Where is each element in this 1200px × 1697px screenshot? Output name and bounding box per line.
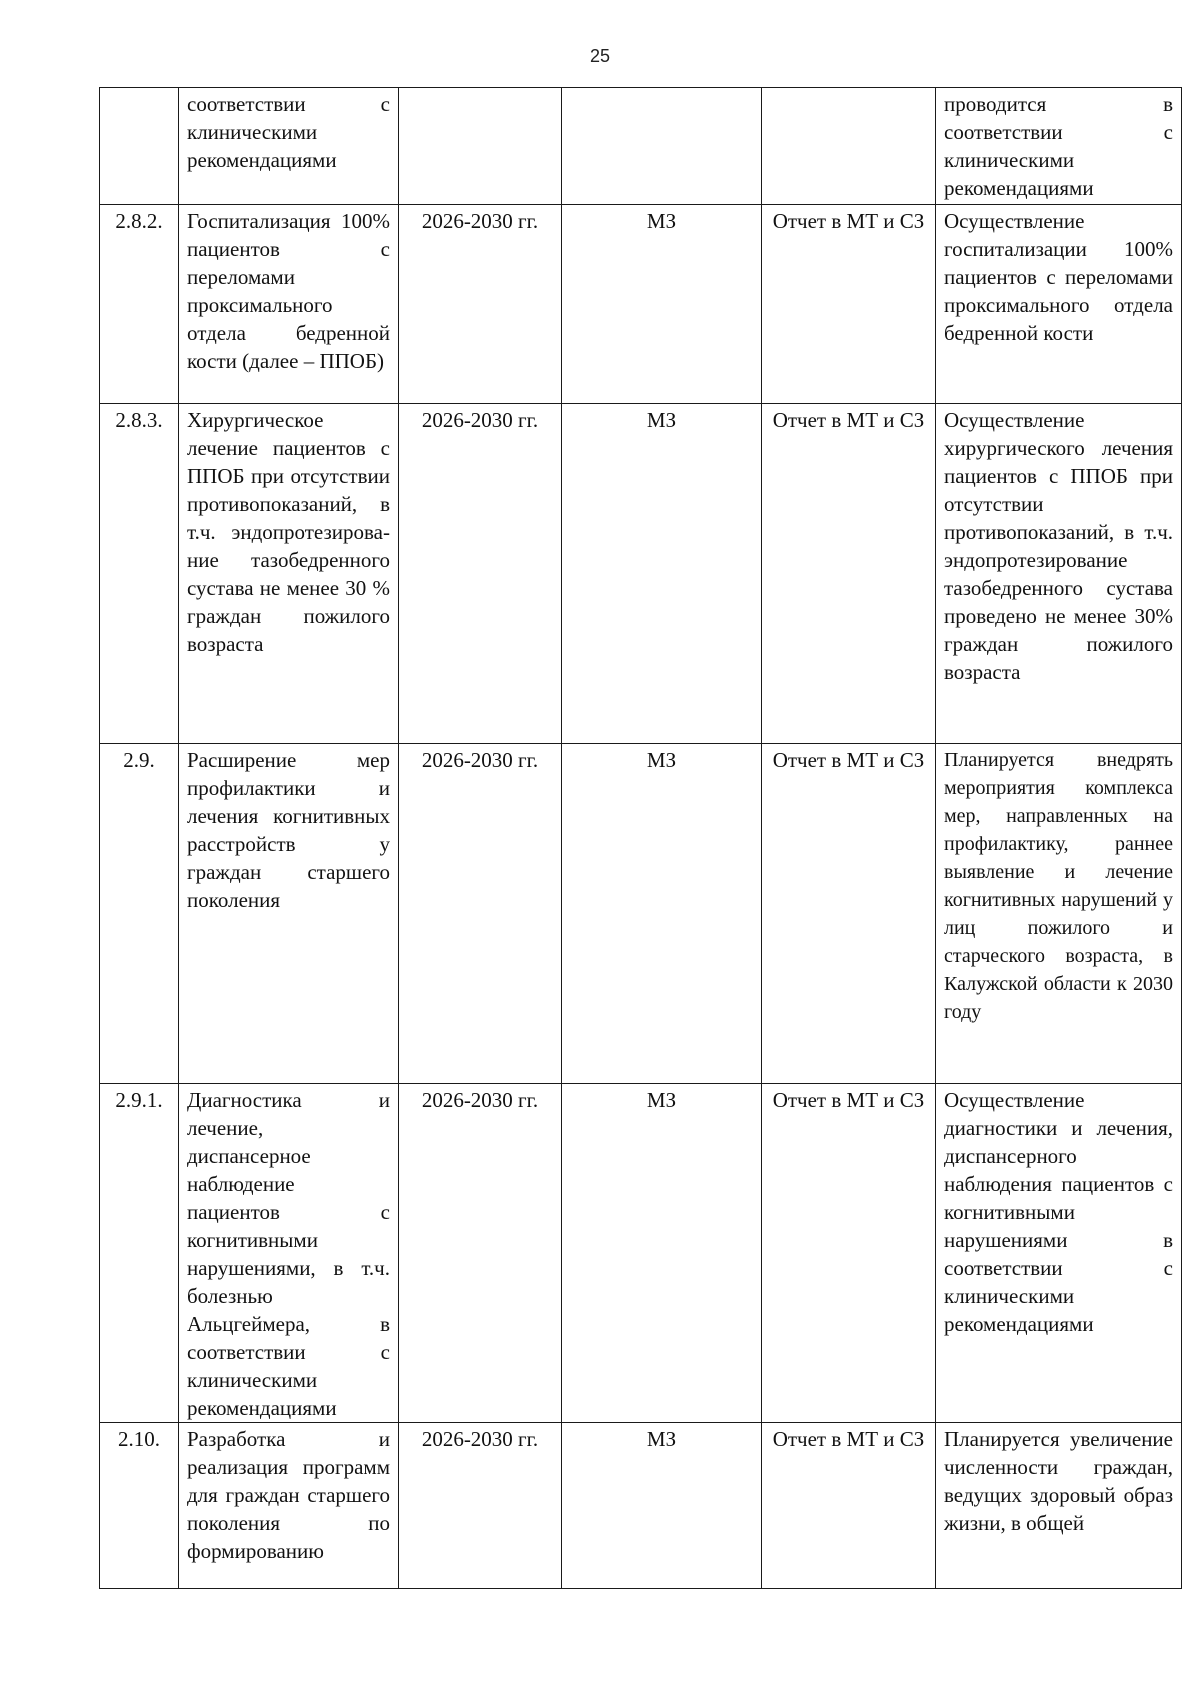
result-cell: Осуществление диагностики и лечения, диспансерного наблюдения пациентов с когнитивными нарушениями в соответствии с клиническими рекомендациями	[936, 1084, 1182, 1423]
report-cell	[762, 88, 936, 205]
table-row	[100, 205, 1182, 404]
period-cell: 2026-2030 гг.	[399, 205, 562, 404]
executor-cell	[562, 88, 762, 205]
row-number: 2.8.2.	[100, 205, 179, 404]
measure-name: Разработка и реализация программ для граждан старшего поколения по формированию	[179, 1423, 399, 1589]
report-cell: Отчет в МТ и СЗ	[762, 1423, 936, 1589]
period-cell: 2026-2030 гг.	[399, 404, 562, 744]
measures-table	[99, 87, 1182, 1589]
result-cell: проводится в соответствии с клиническими рекомендациями	[936, 88, 1182, 205]
period-cell: 2026-2030 гг.	[399, 744, 562, 1084]
executor-cell: МЗ	[562, 1423, 762, 1589]
table-row	[100, 1423, 1182, 1589]
measure-name: Расширение мер профилактики и лечения когнитивных расстройств у граждан старшего поколения	[179, 744, 399, 1084]
result-cell: Осуществление госпитализации 100% пациентов с переломами проксимального отдела бедренной кости	[936, 205, 1182, 404]
executor-cell: МЗ	[562, 205, 762, 404]
table-row	[100, 404, 1182, 744]
table-row	[100, 88, 1182, 205]
row-number: 2.8.3.	[100, 404, 179, 744]
report-cell: Отчет в МТ и СЗ	[762, 404, 936, 744]
measure-name: Хирургическое лечение пациентов с ППОБ при отсутствии противопоказаний, в т.ч. эндопротезирова-ние тазобедренного сустава не менее 30 % граждан пожилого возраста	[179, 404, 399, 744]
report-cell: Отчет в МТ и СЗ	[762, 744, 936, 1084]
table-row	[100, 744, 1182, 1084]
page-number: 25	[589, 46, 611, 66]
row-number: 2.9.	[100, 744, 179, 1084]
executor-cell: МЗ	[562, 404, 762, 744]
period-cell	[399, 88, 562, 205]
measure-name: Госпитализация 100% пациентов с переломами проксимального отдела бедренной кости (далее – ППОБ)	[179, 205, 399, 404]
measure-name: соответствии с клиническими рекомендациями	[179, 88, 399, 205]
result-cell: Осуществление хирургического лечения пациентов с ППОБ при отсутствии противопоказаний, в т.ч. эндопротезирование тазобедренного сустава проведено не менее 30% граждан пожилого возраста	[936, 404, 1182, 744]
result-cell: Планируется внедрять мероприятия комплекса мер, направленных на профилактику, раннее выявление и лечение когнитивных нарушений у лиц пожилого и старческого возраста, в Калужской области к 2030 году	[936, 744, 1182, 1084]
period-cell: 2026-2030 гг.	[399, 1423, 562, 1589]
period-cell: 2026-2030 гг.	[399, 1084, 562, 1423]
row-number: 2.9.1.	[100, 1084, 179, 1423]
executor-cell: МЗ	[562, 744, 762, 1084]
measure-name: Диагностика и лечение, диспансерное наблюдение пациентов с когнитивными нарушениями, в т.ч. болезнью Альцгеймера, в соответствии с клиническими рекомендациями	[179, 1084, 399, 1423]
row-number: 2.10.	[100, 1423, 179, 1589]
executor-cell: МЗ	[562, 1084, 762, 1423]
result-cell: Планируется увеличение численности граждан, ведущих здоровый образ жизни, в общей	[936, 1423, 1182, 1589]
report-cell: Отчет в МТ и СЗ	[762, 205, 936, 404]
report-cell: Отчет в МТ и СЗ	[762, 1084, 936, 1423]
row-number	[100, 88, 179, 205]
table-row	[100, 1084, 1182, 1423]
